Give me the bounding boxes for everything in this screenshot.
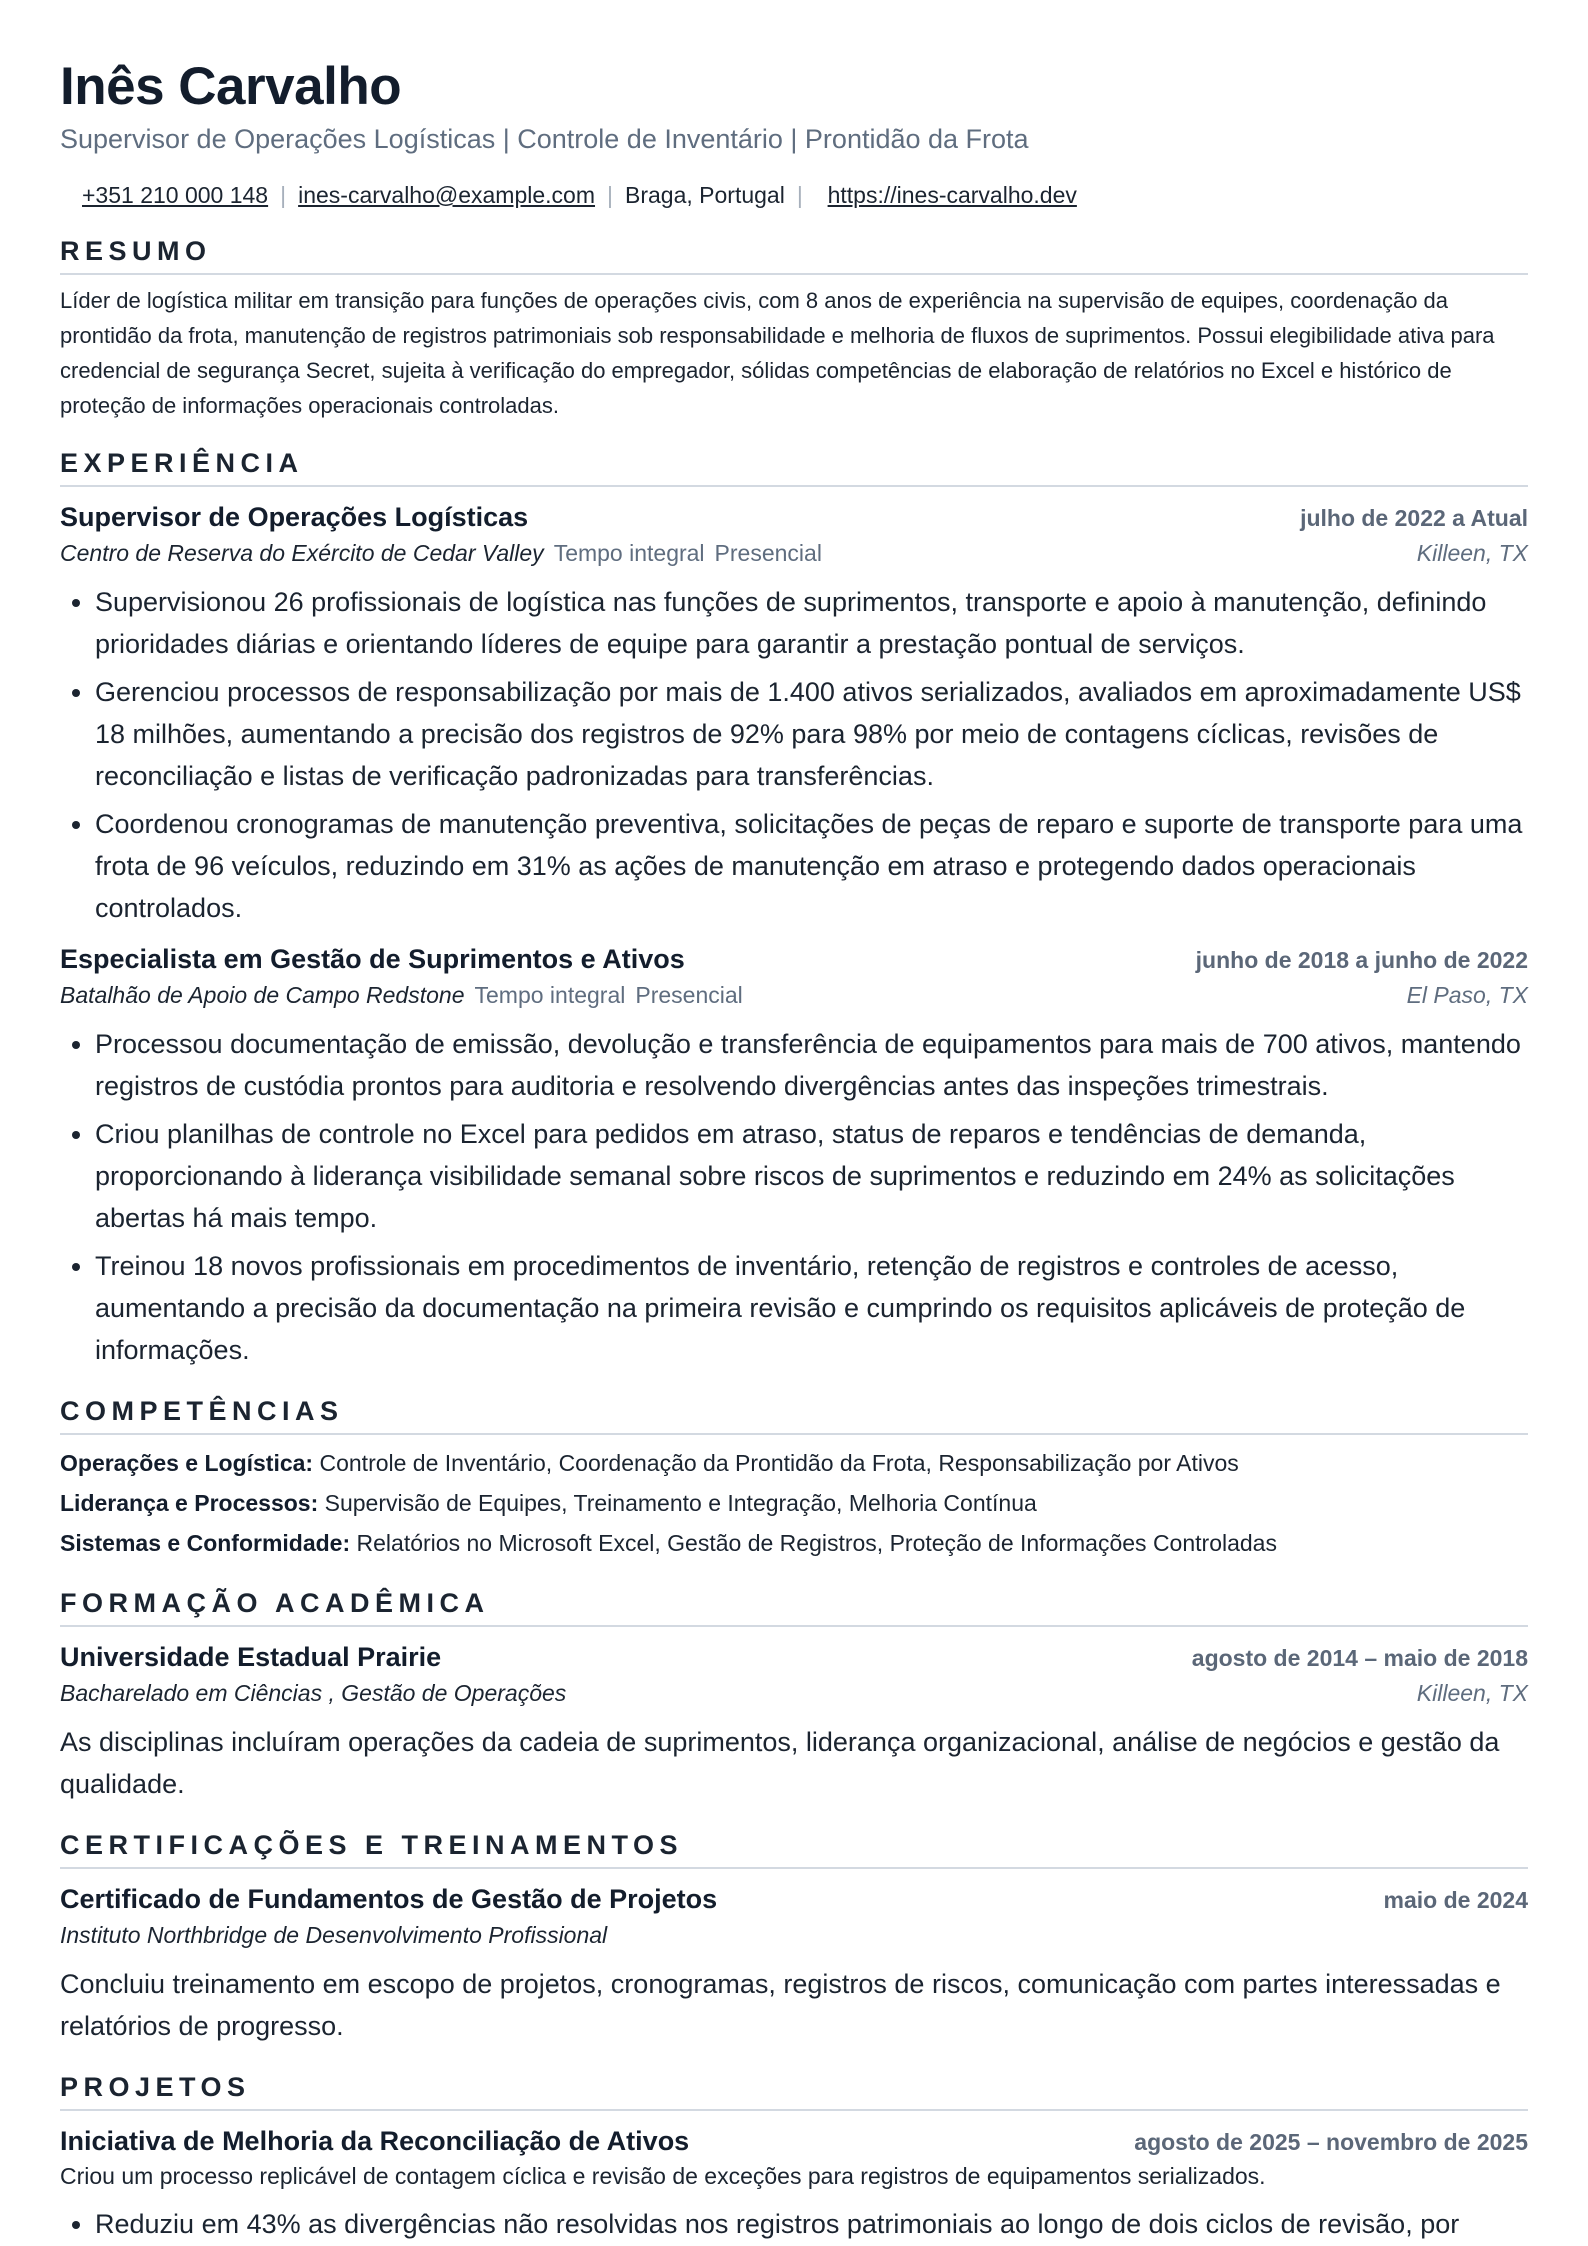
certification-title: Certificado de Fundamentos de Gestão de Projetos bbox=[60, 1884, 718, 1914]
certification-date: maio de 2024 bbox=[1383, 1887, 1528, 1913]
summary-text: Líder de logística militar em transição para funções de operações civis, com 8 anos de experiência na supervisão de equipes, coordenação da prontidão da frota, manutenção de registros patrimoniais sob responsabilidade e melhoria de fluxos de suprimentos. Possui elegibilidade ativa para credencial de segurança Secret, sujeita à verificação do empregador, sólidas competências de elaboração de relatórios no Excel e histórico de proteção de informações operacionais controladas. bbox=[60, 288, 1495, 418]
skill-row bbox=[60, 1483, 1528, 1523]
experience-entry bbox=[60, 941, 1528, 1371]
skill-items: Controle de Inventário, Coordenação da Prontidão da Frota, Responsabilização por Ativos bbox=[319, 1450, 1239, 1476]
employment-type: Tempo integral bbox=[553, 540, 705, 566]
skill-category: Sistemas e Conformidade: bbox=[60, 1530, 351, 1556]
achievement-item: • Supervisionou 26 profissionais de logística nas funções de suprimentos, transporte e apoio à manutenção, definindo prioridades diárias e orientando líderes de equipe para garantir a prestação pontual de serviços. bbox=[95, 581, 1528, 665]
email-link[interactable]: ines-carvalho@example.com bbox=[298, 182, 596, 208]
experience-entry bbox=[60, 499, 1528, 929]
contact-separator: | bbox=[796, 182, 803, 208]
achievement-item: • Coordenou cronogramas de manutenção preventiva, solicitações de peças de reparo e suporte de transporte para uma frota de 96 veículos, reduzindo em 31% as ações de manutenção em atraso e protegendo dados operacionais controlados. bbox=[95, 803, 1528, 929]
employer-name: Batalhão de Apoio de Campo Redstone bbox=[60, 982, 465, 1008]
candidate-name: Inês Carvalho bbox=[60, 57, 402, 116]
project-dates: agosto de 2025 – novembro de 2025 bbox=[1134, 2129, 1528, 2155]
contact-line bbox=[60, 179, 1528, 211]
achievement-list bbox=[60, 1023, 1528, 1371]
section-title-projects: PROJETOS bbox=[60, 2069, 1528, 2111]
contact-separator: | bbox=[607, 182, 613, 208]
section-title-skills: COMPETÊNCIAS bbox=[60, 1393, 1528, 1435]
skill-category: Operações e Logística: bbox=[60, 1450, 314, 1476]
candidate-headline: Supervisor de Operações Logísticas | Controle de Inventário | Prontidão da Frota bbox=[60, 124, 1029, 154]
achievement-item: • Criou planilhas de controle no Excel para pedidos em atraso, status de reparos e tendências de demanda, proporcionando à liderança visibilidade semanal sobre riscos de suprimentos e reduzindo em 24% as solicitações abertas há mais tempo. bbox=[95, 1113, 1528, 1239]
work-mode: Presencial bbox=[635, 982, 743, 1008]
achievement-list bbox=[60, 581, 1528, 929]
skills-list bbox=[60, 1443, 1528, 1563]
project-achievement-list bbox=[60, 2203, 1528, 2245]
job-location: Killeen, TX bbox=[1416, 540, 1528, 566]
project-entry bbox=[60, 2123, 1528, 2245]
achievement-item: • Reduziu em 43% as divergências não resolvidas nos registros patrimoniais ao longo de dois ciclos de revisão, por bbox=[95, 2203, 1528, 2245]
project-description: Criou um processo replicável de contagem cíclica e revisão de exceções para registros de equipamentos serializados. bbox=[60, 2163, 1266, 2189]
skill-row bbox=[60, 1443, 1528, 1483]
achievement-item: • Treinou 18 novos profissionais em procedimentos de inventário, retenção de registros e controles de acesso, aumentando a precisão da documentação na primeira revisão e cumprindo os requisitos aplicáveis de proteção de informações. bbox=[95, 1245, 1528, 1371]
job-dates: julho de 2022 a Atual bbox=[1300, 505, 1528, 531]
certification-entry bbox=[60, 1881, 1528, 2047]
certification-issuer: Instituto Northbridge de Desenvolvimento Profissional bbox=[60, 1922, 608, 1948]
phone-link[interactable]: +351 210 000 148 bbox=[82, 182, 269, 208]
employment-type: Tempo integral bbox=[474, 982, 626, 1008]
section-title-education: FORMAÇÃO ACADÊMICA bbox=[60, 1585, 1528, 1627]
job-title: Supervisor de Operações Logísticas bbox=[60, 502, 529, 532]
section-title-experience: EXPERIÊNCIA bbox=[60, 445, 1528, 487]
achievement-item: • Gerenciou processos de responsabilização por mais de 1.400 ativos serializados, avaliados em aproximadamente US$ 18 milhões, aumentando a precisão dos registros de 92% para 98% por meio de contagens cíclicas, revisões de reconciliação e listas de verificação padronizadas para transferências. bbox=[95, 671, 1528, 797]
skill-items: Relatórios no Microsoft Excel, Gestão de Registros, Proteção de Informações Controladas bbox=[356, 1530, 1277, 1556]
education-description: As disciplinas incluíram operações da cadeia de suprimentos, liderança organizacional, análise de negócios e gestão da qualidade. bbox=[60, 1727, 1500, 1799]
section-title-certifications: CERTIFICAÇÕES E TREINAMENTOS bbox=[60, 1827, 1528, 1869]
job-dates: junho de 2018 a junho de 2022 bbox=[1195, 947, 1528, 973]
project-title: Iniciativa de Melhoria da Reconciliação de Ativos bbox=[60, 2126, 690, 2156]
employer-name: Centro de Reserva do Exército de Cedar Valley bbox=[60, 540, 544, 566]
skill-row bbox=[60, 1523, 1528, 1563]
achievement-item: • Processou documentação de emissão, devolução e transferência de equipamentos para mais de 700 ativos, mantendo registros de custódia prontos para auditoria e resolvendo divergências antes das inspeções trimestrais. bbox=[95, 1023, 1528, 1107]
job-title: Especialista em Gestão de Suprimentos e Ativos bbox=[60, 944, 685, 974]
location-text: Braga, Portugal bbox=[625, 182, 785, 208]
education-dates: agosto de 2014 – maio de 2018 bbox=[1191, 1645, 1528, 1671]
skill-category: Liderança e Processos: bbox=[60, 1490, 319, 1516]
skill-items: Supervisão de Equipes, Treinamento e Integração, Melhoria Contínua bbox=[324, 1490, 1037, 1516]
contact-separator: | bbox=[280, 182, 287, 208]
education-location: Killeen, TX bbox=[1416, 1680, 1528, 1706]
school-name: Universidade Estadual Prairie bbox=[60, 1642, 442, 1672]
work-mode: Presencial bbox=[714, 540, 822, 566]
degree-name: Bacharelado em Ciências , Gestão de Operações bbox=[60, 1680, 567, 1706]
section-title-summary: RESUMO bbox=[60, 233, 1528, 275]
website-link[interactable]: https://ines-carvalho.dev bbox=[827, 182, 1077, 208]
education-entry bbox=[60, 1639, 1528, 1805]
job-location: El Paso, TX bbox=[1406, 982, 1528, 1008]
certification-description: Concluiu treinamento em escopo de projetos, cronogramas, registros de riscos, comunicação com partes interessadas e relatórios de progresso. bbox=[60, 1969, 1501, 2041]
